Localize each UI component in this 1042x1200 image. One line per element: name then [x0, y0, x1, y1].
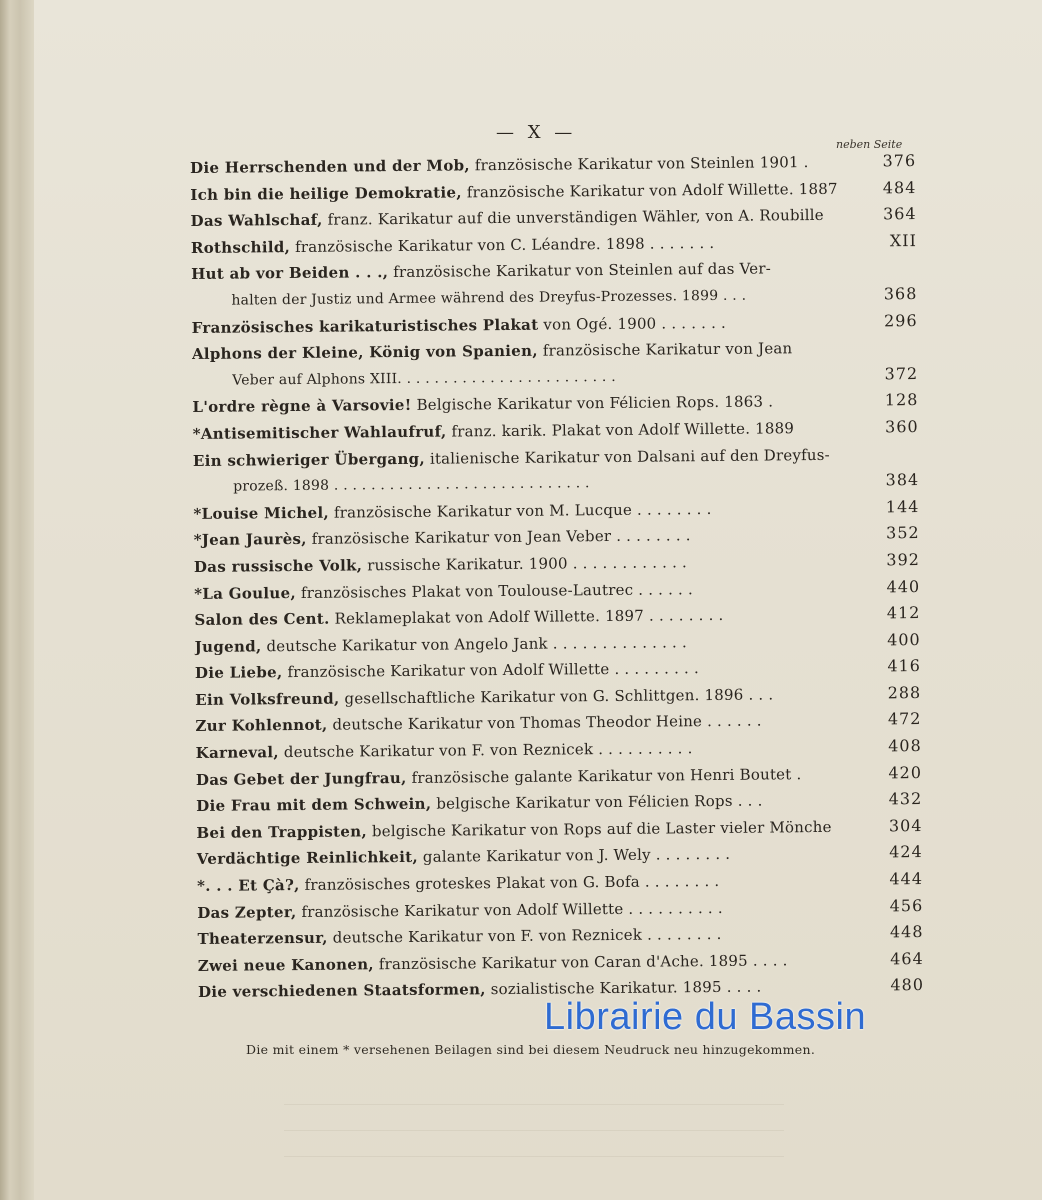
entry-title: Zur Kohlennot, — [195, 716, 328, 736]
entry-description: französische Karikatur von M. Lucque . . . . . . . . — [328, 499, 712, 522]
entry-description: französische Karikatur von Adolf Willette . . . . . . . . . — [282, 659, 699, 682]
entry-description: russische Karikatur. 1900 . . . . . . . . . . . . — [362, 553, 688, 575]
entry-description: gesellschaftliche Karikatur von G. Schlittgen. 1896 . . . — [339, 685, 774, 708]
entry-title: Salon des Cent. — [194, 609, 330, 630]
entry-title: Ein Volksfreund, — [195, 689, 340, 709]
entry-description: franz. karik. Plakat von Adolf Willette. 1889 — [446, 419, 795, 441]
entry-title: *. . . Et Çà?, — [196, 876, 300, 895]
entry-page-number: XII — [889, 230, 917, 251]
entry-description: französische Karikatur von Jean Veber . . . . . . . . — [306, 526, 691, 549]
entry-title: Die Frau mit dem Schwein, — [196, 794, 432, 816]
entry-title: *Louise Michel, — [193, 503, 330, 523]
entry-title: *Jean Jaurès, — [193, 530, 307, 550]
entry-description: französische Karikatur von C. Léandre. 1898 . . . . . . . — [290, 233, 715, 256]
entry-page-number — [863, 441, 919, 442]
entry-page-number: 368 — [883, 283, 918, 304]
entry-page-number: 448 — [889, 922, 924, 942]
entry-description: halten der Justiz und Armee während des Dreyfus-Prozesses. 1899 . . . — [231, 287, 747, 309]
entry-description: französische Karikatur von Caran d'Ache. 1895 . . . . — [373, 951, 788, 974]
entry-page-number: 392 — [886, 549, 921, 570]
entry-description: französisches Plakat von Toulouse-Lautrec . . . . . . — [295, 579, 693, 602]
entry-description: franz. Karikatur auf die unverständigen Wähler, von A. Roubille — [322, 206, 824, 229]
entry-title: *Antisemitischer Wahlaufruf, — [192, 422, 447, 443]
entry-page-number: 372 — [884, 363, 919, 384]
entry-description: Reklameplakat von Adolf Willette. 1897 . . . . . . . . — [329, 605, 724, 628]
entry-title: Das Zepter, — [197, 902, 297, 922]
entry-description: belgische Karikatur von Rops auf die Laster vieler Mönche — [366, 817, 832, 841]
entry-description: Veber auf Alphons XIII. . . . . . . . . . . . . . . . . . . . . . . . — [232, 368, 616, 389]
entry-title: Französisches karikaturistisches Plakat — [191, 315, 539, 337]
entry-title: Die verschiedenen Staatsformen, — [197, 980, 486, 1002]
entry-description: galante Karikatur von J. Wely . . . . . . . . — [417, 845, 731, 867]
entry-page-number — [861, 254, 917, 255]
entry-title: *La Goulue, — [194, 583, 297, 603]
entry-title: Die Liebe, — [194, 663, 283, 683]
entry-page-number: 288 — [887, 682, 922, 703]
entry-page-number: 464 — [890, 948, 924, 969]
entry-page-number: 444 — [889, 869, 924, 889]
entry-description: französische Karikatur von Adolf Willette. 1887 — [461, 179, 838, 201]
entry-title: Ich bin die heilige Demokratie, — [190, 182, 462, 204]
entry-page-number: 400 — [887, 629, 921, 650]
entry-description: deutsche Karikatur von Thomas Theodor Heine . . . . . . — [327, 712, 762, 735]
entry-description: prozeß. 1898 . . . . . . . . . . . . . . . . . . . . . . . . . . . . — [233, 475, 590, 495]
entry-title: Jugend, — [194, 637, 262, 656]
page-number-header: — X — — [496, 122, 577, 143]
entry-page-number: 480 — [890, 975, 925, 995]
entry-title: Verdächtige Reinlichkeit, — [196, 848, 419, 869]
entry-description: französisches groteskes Plakat von G. Bofa . . . . . . . . — [299, 871, 720, 895]
entry-description: deutsche Karikatur von F. von Reznicek . . . . . . . . — [327, 925, 722, 947]
entry-page-number: 424 — [889, 842, 923, 862]
entry-description: französische galante Karikatur von Henri Boutet . — [406, 764, 802, 787]
entry-page-number: 472 — [887, 709, 922, 729]
entry-page-number: 376 — [882, 151, 917, 171]
entry-page-number: 128 — [884, 390, 919, 410]
entry-description: deutsche Karikatur von Angelo Jank . . . . . . . . . . . . . . — [261, 632, 687, 656]
entry-page-number: 484 — [882, 177, 917, 197]
entry-title: Bei den Trappisten, — [196, 822, 368, 842]
entry-description: sozialistische Karikatur. 1895 . . . . — [485, 977, 762, 999]
entry-page-number: 408 — [888, 736, 922, 756]
column-label: neben Seite — [836, 138, 903, 151]
entry-title: Zwei neue Kanonen, — [197, 955, 374, 975]
entry-page-number: 412 — [886, 603, 921, 623]
watermark-logo: Librairie du Bassin — [544, 996, 867, 1038]
entry-title: Das Wahlschaf, — [190, 210, 323, 231]
entry-title: Die Herrschenden und der Mob, — [190, 156, 470, 177]
entry-page-number: 420 — [888, 762, 923, 782]
entry-page-number — [862, 334, 918, 335]
entry-title: Ein schwieriger Übergang, — [192, 449, 426, 470]
entry-page-number: 296 — [883, 310, 918, 330]
entry-page-number: 416 — [887, 656, 922, 676]
entry-page-number: 360 — [885, 416, 919, 437]
entry-page-number: 144 — [885, 496, 920, 517]
entry-title: Alphons der Kleine, König von Spanien, — [191, 341, 538, 364]
entry-title: Das Gebet der Jungfrau, — [195, 768, 407, 789]
entry-page-number: 304 — [888, 815, 923, 836]
entry-description: französische Karikatur von Steinlen auf das Ver- — [388, 259, 772, 282]
entry-description: deutsche Karikatur von F. von Reznicek . . . . . . . . . . — [278, 739, 693, 762]
entry-page-number: 364 — [882, 204, 917, 224]
entry-description: französische Karikatur von Jean — [537, 339, 793, 360]
entry-title: Theaterzensur, — [197, 928, 328, 949]
entry-page-number: 432 — [888, 789, 923, 809]
entry-page-number: 352 — [886, 523, 920, 543]
entry-title: Karneval, — [195, 743, 279, 763]
entry-description: französische Karikatur von Steinlen 1901 . — [469, 153, 809, 175]
entry-description: Belgische Karikatur von Félicien Rops. 1863 . — [411, 392, 774, 415]
entry-description: von Ogé. 1900 . . . . . . . — [538, 313, 727, 334]
entry-page-number: 440 — [886, 576, 921, 596]
entry-page-number: 384 — [885, 470, 920, 490]
illustration-list — [190, 148, 924, 1006]
bleed-through-text — [284, 1090, 784, 1180]
entry-page-number: 456 — [889, 895, 924, 915]
entry-description: französische Karikatur von Adolf Willette . . . . . . . . . . — [296, 898, 723, 921]
entry-title: Rothschild, — [190, 237, 291, 257]
entry-title: L'ordre règne à Varsovie! — [192, 396, 412, 417]
entry-description: italienische Karikatur von Dalsani auf den Dreyfus- — [424, 445, 830, 468]
footnote: Die mit einem * versehenen Beilagen sind bei diesem Neudruck neu hinzugekommen. — [246, 1042, 816, 1057]
entry-title: Das russische Volk, — [193, 556, 363, 576]
page-binding-edge — [0, 0, 34, 1200]
entry-title: Hut ab vor Beiden . . ., — [191, 263, 389, 284]
entry-description: belgische Karikatur von Félicien Rops . . . — [431, 791, 763, 813]
